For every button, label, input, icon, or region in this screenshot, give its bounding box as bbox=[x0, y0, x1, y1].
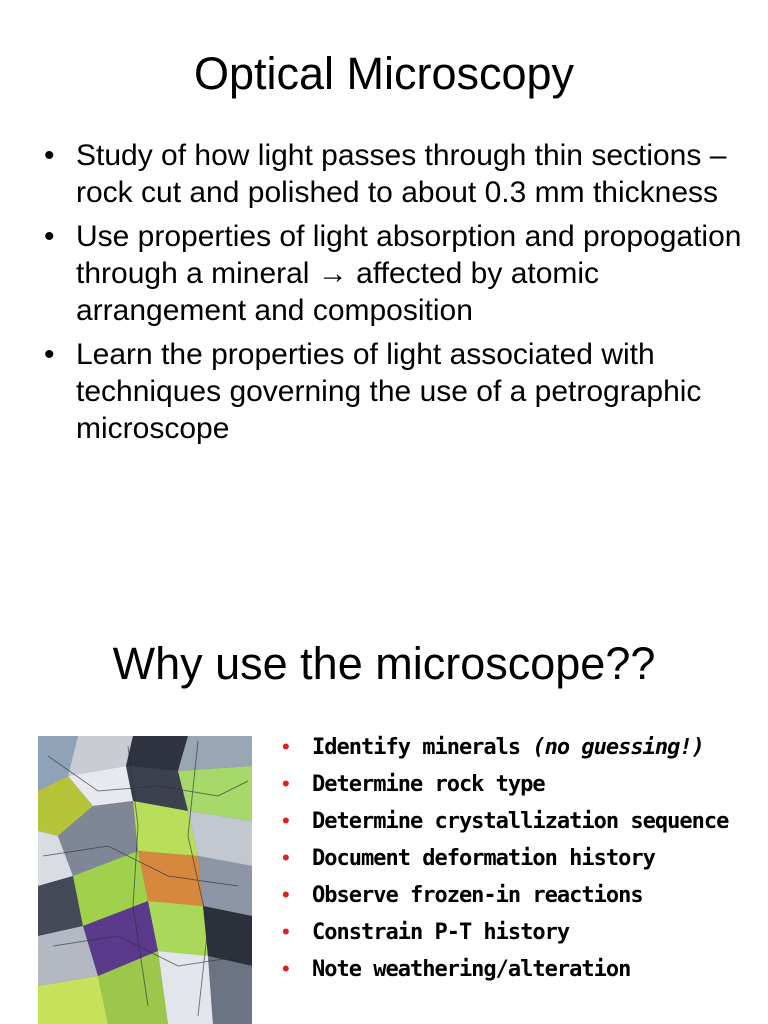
list-item bbox=[44, 137, 744, 211]
bullet-text: Determine crystallization sequence bbox=[312, 809, 729, 834]
list-item bbox=[282, 917, 752, 949]
bullet-text: Learn the properties of light associated with techniques governing the use of a petrographic microscope bbox=[76, 338, 702, 445]
slide-title: Optical Microscopy bbox=[193, 48, 575, 99]
list-item bbox=[44, 336, 744, 447]
list-item bbox=[282, 732, 752, 764]
bullet-list bbox=[44, 137, 744, 454]
bullet-text: Study of how light passes through thin sections – rock cut and polished to about 0.3 mm thickness bbox=[76, 139, 727, 209]
bullet-icon: • bbox=[282, 771, 289, 796]
bullet-text: Note weathering/alteration bbox=[312, 957, 631, 982]
bullet-text: Constrain P-T history bbox=[312, 920, 570, 945]
bullet-icon: • bbox=[44, 338, 55, 371]
bullet-text: Determine rock type bbox=[312, 772, 545, 797]
bullet-icon: • bbox=[44, 220, 55, 253]
reasons-list bbox=[282, 732, 752, 991]
bullet-icon: • bbox=[282, 808, 289, 833]
slide-title: Why use the microscope?? bbox=[112, 638, 656, 689]
bullet-icon: • bbox=[44, 139, 55, 172]
bullet-text: Document deformation history bbox=[312, 846, 655, 871]
list-item bbox=[282, 843, 752, 875]
bullet-text: Use properties of light absorption and propogation through a mineral → affected by atomic arrangement and composition bbox=[76, 220, 742, 327]
thin-section-photomicrograph bbox=[38, 736, 252, 1024]
bullet-text: Observe frozen-in reactions bbox=[312, 883, 643, 908]
bullet-icon: • bbox=[282, 956, 289, 981]
slide-why-use-microscope bbox=[0, 600, 768, 1024]
list-item bbox=[44, 218, 744, 329]
bullet-icon: • bbox=[282, 734, 289, 759]
bullet-icon: • bbox=[282, 882, 289, 907]
bullet-icon: • bbox=[282, 919, 289, 944]
list-item bbox=[282, 954, 752, 986]
bullet-icon: • bbox=[282, 845, 289, 870]
list-item bbox=[282, 880, 752, 912]
list-item bbox=[282, 769, 752, 801]
bullet-emphasis: (no guessing!) bbox=[532, 735, 704, 760]
list-item bbox=[282, 806, 752, 838]
bullet-text: Identify minerals bbox=[312, 735, 533, 760]
